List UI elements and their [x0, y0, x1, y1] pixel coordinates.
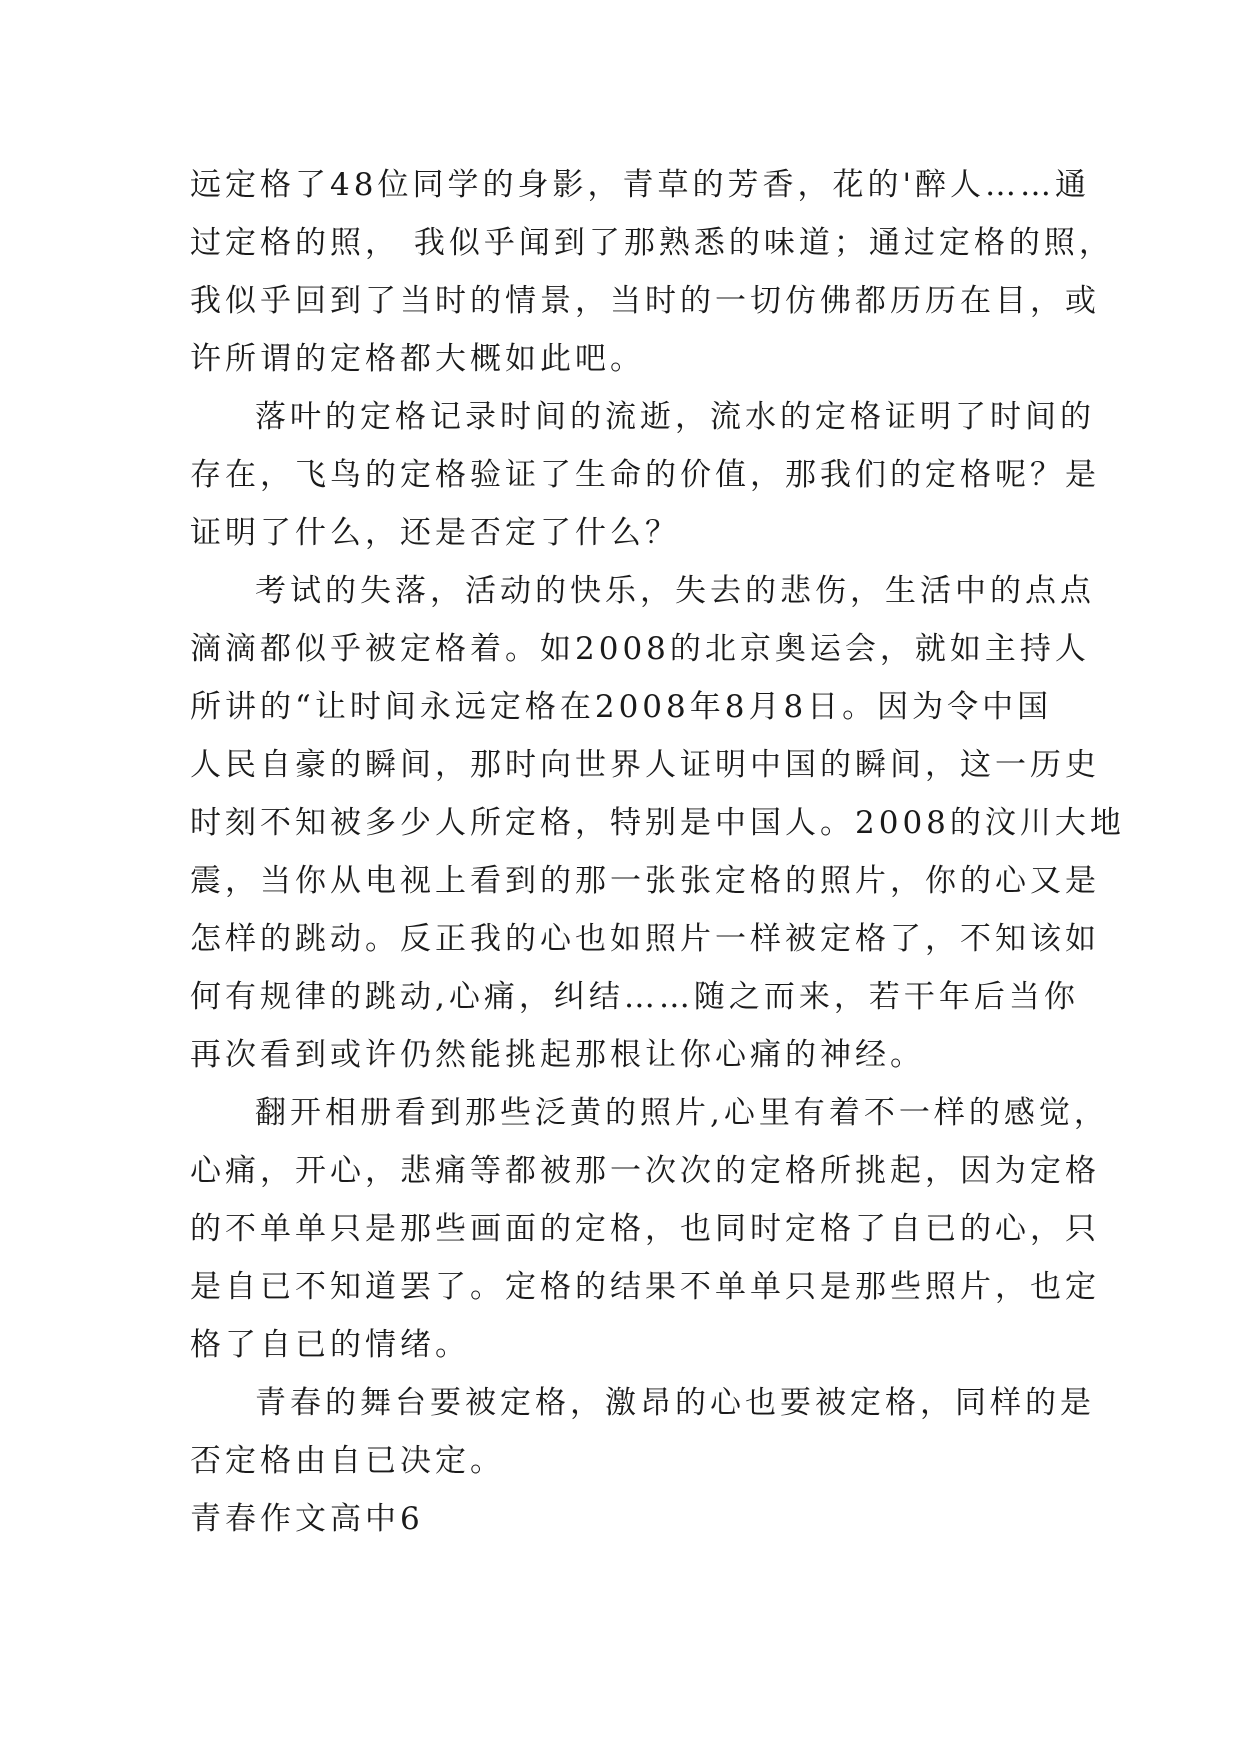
paragraph-line: 再次看到或许仍然能挑起那根让你心痛的神经。 — [190, 1037, 925, 1073]
paragraph-line: 存在，飞鸟的定格验证了生命的价值，那我们的定格呢？是 — [190, 457, 1100, 493]
paragraph-line: 人民自豪的瞬间，那时向世界人证明中国的瞬间，这一历史 — [190, 747, 1100, 783]
section-heading: 青春作文高中6 — [190, 1501, 424, 1537]
paragraph-line: 远定格了48位同学的身影，青草的芳香，花的'醉人……通 — [190, 167, 1090, 203]
paragraph-line: 滴滴都似乎被定格着。如2008的北京奥运会，就如主持人 — [190, 631, 1090, 667]
paragraph-3 — [190, 562, 1125, 1084]
section-heading-block — [190, 1490, 1060, 1548]
paragraph-line: 格了自已的情绪。 — [190, 1327, 470, 1363]
paragraph-line: 翻开相册看到那些泛黄的照片,心里有着不一样的感觉， — [255, 1095, 1109, 1131]
paragraph-line: 证明了什么，还是否定了什么？ — [190, 515, 680, 551]
paragraph-line: 震，当你从电视上看到的那一张张定格的照片，你的心又是 — [190, 863, 1100, 899]
paragraph-line: 怎样的跳动。反正我的心也如照片一样被定格了，不知该如 — [190, 921, 1100, 957]
paragraph-line: 我似乎回到了当时的情景，当时的一切仿佛都历历在目，或 — [190, 283, 1100, 319]
paragraph-line: 所讲的“让时间永远定格在2008年8月8日。因为令中国 — [190, 689, 1053, 725]
paragraph-line: 许所谓的定格都大概如此吧。 — [190, 341, 645, 377]
paragraph-5 — [190, 1374, 1095, 1490]
paragraph-2 — [190, 388, 1100, 562]
paragraph-line: 的不单单只是那些画面的定格，也同时定格了自已的心，只 — [190, 1211, 1100, 1247]
paragraph-4 — [190, 1084, 1109, 1374]
paragraph-line: 青春的舞台要被定格，激昂的心也要被定格，同样的是 — [255, 1385, 1095, 1421]
paragraph-line: 否定格由自已决定。 — [190, 1443, 505, 1479]
paragraph-line: 时刻不知被多少人所定格，特别是中国人。2008的汶川大地 — [190, 805, 1125, 841]
paragraph-line: 是自已不知道罢了。定格的结果不单单只是那些照片，也定 — [190, 1269, 1100, 1305]
paragraph-line: 考试的失落，活动的快乐，失去的悲伤，生活中的点点 — [255, 573, 1095, 609]
paragraph-line: 过定格的照， 我似乎闻到了那熟悉的味道；通过定格的照， — [190, 225, 1114, 261]
paragraph-line: 何有规律的跳动,心痛，纠结……随之而来，若干年后当你 — [190, 979, 1079, 1015]
paragraph-1 — [190, 156, 1114, 388]
paragraph-line: 心痛，开心，悲痛等都被那一次次的定格所挑起，因为定格 — [190, 1153, 1100, 1189]
paragraph-line: 落叶的定格记录时间的流逝，流水的定格证明了时间的 — [255, 399, 1095, 435]
